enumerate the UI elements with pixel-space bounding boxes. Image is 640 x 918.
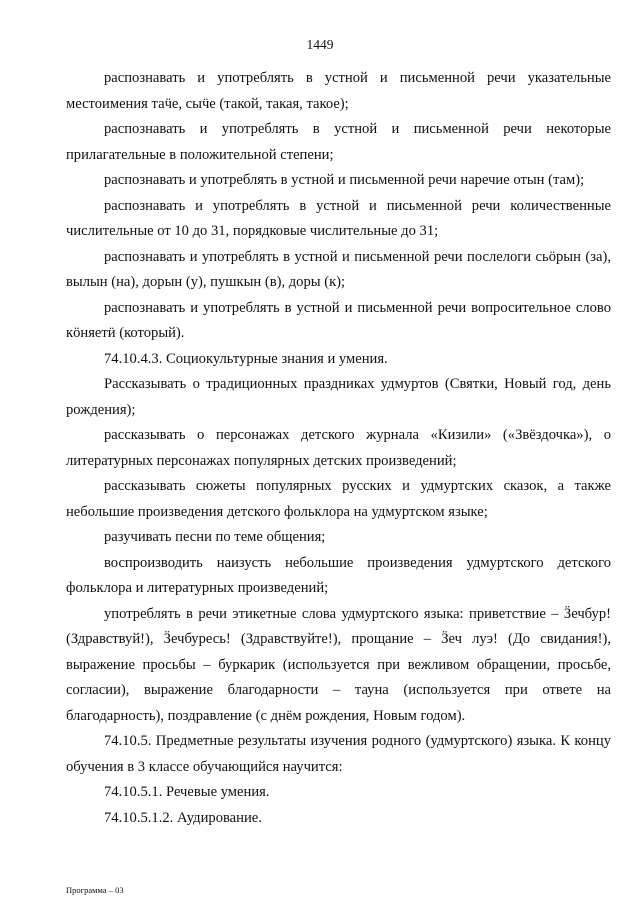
body-text bbox=[66, 66, 611, 831]
section-heading: 74.10.4.3. Социокультурные знания и умения. bbox=[104, 350, 388, 367]
footer-label: Программа – 03 bbox=[66, 885, 124, 895]
paragraph: распознавать и употреблять в устной и письменной речи указательные местоимения таӵе, сыӵе (такой, такая, такое); bbox=[66, 70, 611, 112]
paragraph: рассказывать сюжеты популярных русских и удмуртских сказок, а также небольшие произведения детского фольклора на удмуртском языке; bbox=[66, 478, 611, 520]
section-heading: 74.10.5.1. Речевые умения. bbox=[104, 784, 270, 800]
paragraph: употреблять в речи этикетные слова удмуртского языка: приветствие – Ӟечбур! (Здравствуй!), Ӟечбуресь! (Здравствуйте!), прощание – Ӟеч луэ! (До свидания!), выражение просьбы – буркарик (используется при вежливом обращении, просьбе, согласии), выражение благодарности – тауна (используется при ответе на благодарность), поздравление (с днём рождения, Новым годом). bbox=[66, 605, 611, 724]
paragraph: распознавать и употреблять в устной и письменной речи количественные числительные от 10 до 31, порядковые числительные до 31; bbox=[66, 197, 611, 239]
paragraph: распознавать и употреблять в устной и письменной речи послелоги сьӧрын (за), вылын (на), дорын (у), пушкын (в), доры (к); bbox=[66, 248, 611, 290]
paragraph: 74.10.5. Предметные результаты изучения родного (удмуртского) языка. К концу обучения в 3 классе обучающийся научится: bbox=[66, 733, 611, 775]
paragraph: распознавать и употреблять в устной и письменной речи наречие отын (там); bbox=[104, 172, 585, 188]
paragraph: рассказывать о персонажах детского журнала «Кизили» («Звёздочка»), о литературных персонажах популярных детских произведений; bbox=[66, 427, 611, 469]
paragraph: Рассказывать о традиционных праздниках удмуртов (Святки, Новый год, день рождения); bbox=[66, 376, 611, 418]
section-heading: 74.10.5.1.2. Аудирование. bbox=[104, 809, 262, 826]
paragraph: распознавать и употреблять в устной и письменной речи некоторые прилагательные в положительной степени; bbox=[66, 121, 611, 163]
paragraph: разучивать песни по теме общения; bbox=[104, 529, 326, 545]
paragraph: распознавать и употреблять в устной и письменной речи вопросительное слово кӧняетӥ (который). bbox=[66, 299, 611, 341]
page-number: 1449 bbox=[306, 37, 334, 52]
paragraph: воспроизводить наизусть небольшие произведения удмуртского детского фольклора и литературных произведений; bbox=[66, 554, 611, 596]
